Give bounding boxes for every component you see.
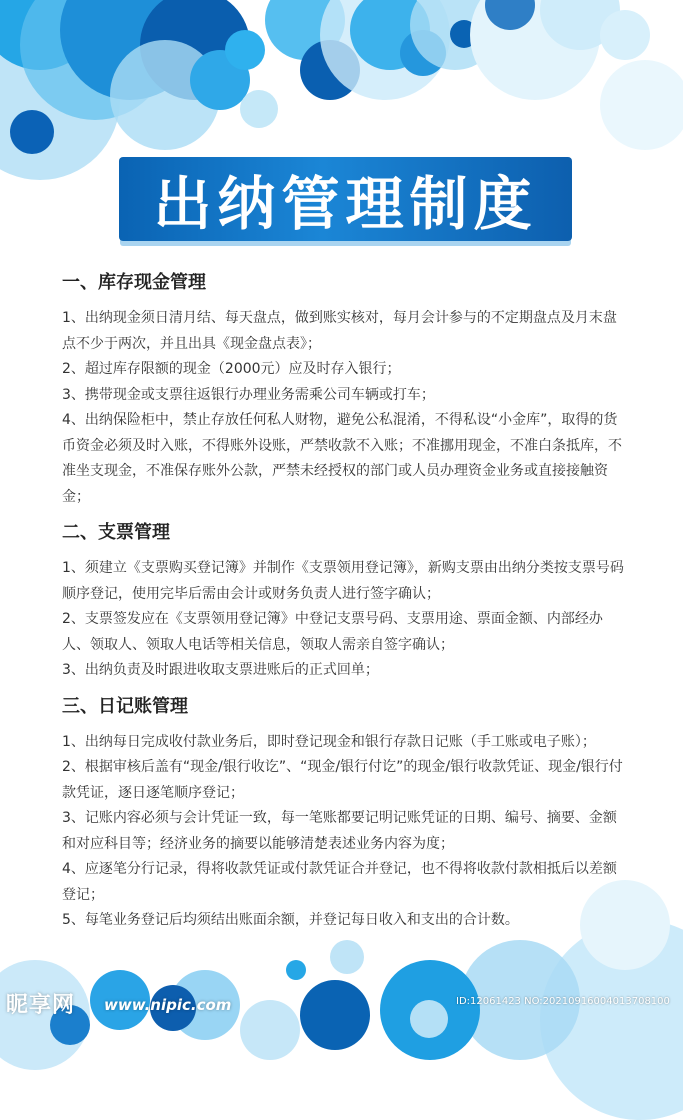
bubble [410, 1000, 448, 1038]
paragraph: 4、应逐笔分行记录，得将收款凭证或付款凭证合并登记，也不得将收款付款相抵后以差额登记； [62, 861, 617, 903]
section-heading: 二、支票管理 [62, 522, 170, 543]
paragraph: 3、携带现金或支票往返银行办理业务需乘公司车辆或打车； [62, 386, 435, 403]
bubble [240, 1000, 300, 1060]
page-title: 出纳管理制度 [153, 170, 538, 238]
bubble [330, 940, 364, 974]
section-heading: 一、库存现金管理 [62, 272, 206, 293]
watermark-logo: 昵享网 [6, 993, 76, 1018]
paragraph: 1、须建立《支票购买登记簿》并制作《支票领用登记簿》，新购支票由出纳分类按支票号码顺序登记，使用完毕后需由会计或财务负责人进行签字确认； [62, 560, 624, 602]
bubble [286, 960, 306, 980]
watermark-url: www.nipic.com [104, 996, 232, 1014]
section-heading: 三、日记账管理 [62, 695, 188, 717]
title-banner [119, 157, 572, 241]
bubble [300, 980, 370, 1050]
section-cheque [62, 518, 628, 684]
paragraph: 2、超过库存限额的现金（2000元）应及时存入银行； [62, 361, 401, 377]
bubble [600, 10, 650, 60]
paragraph: 4、出纳保险柜中，禁止存放任何私人财物，避免公私混淆，不得私设“小金库”，取得的货币资金必须及时入账，不得账外设账，严禁收款不入账；不准挪用现金，不准白条抵库，不准坐支现金，不准保存账外公款，严禁未经授权的部门或人员办理资金业务或直接接触资金； [62, 412, 622, 505]
paragraph: 1、出纳现金须日清月结、每天盘点，做到账实核对，每月会计参与的不定期盘点及月末盘点不少于两次，并且出具《现金盘点表》； [62, 310, 617, 352]
bubble [10, 110, 54, 154]
watermark-id: ID:12061423 NO:20210916004013708100 [456, 996, 670, 1007]
document-body [62, 268, 628, 942]
paragraph: 1、出纳每日完成收付款业务后，即时登记现金和银行存款日记账（手工账或电子账）； [62, 733, 596, 750]
bubble [225, 30, 265, 70]
bubble [240, 90, 278, 128]
paragraph: 3、记账内容必须与会计凭证一致，每一笔账都要记明记账凭证的日期、编号、摘要、金额和对应科目等；经济业务的摘要以能够清楚表述业务内容为度； [62, 810, 617, 852]
paragraph: 2、根据审核后盖有“现金/银行收讫”、“现金/银行付讫”的现金/银行收款凭证、现金/银行付款凭证，逐日逐笔顺序登记； [62, 759, 623, 801]
bubble [600, 60, 683, 150]
paragraph: 5、每笔业务登记后均须结出账面余额，并登记每日收入和支出的合计数。 [62, 912, 519, 928]
section-cash [62, 268, 628, 510]
paragraph: 2、支票签发应在《支票领用登记簿》中登记支票号码、支票用途、票面金额、内部经办人、领取人、领取人电话等相关信息，领取人需亲自签字确认； [62, 611, 603, 653]
section-journal [62, 692, 628, 934]
bubble [580, 880, 670, 970]
paragraph: 3、出纳负责及时跟进收取支票进账后的正式回单； [62, 662, 379, 678]
